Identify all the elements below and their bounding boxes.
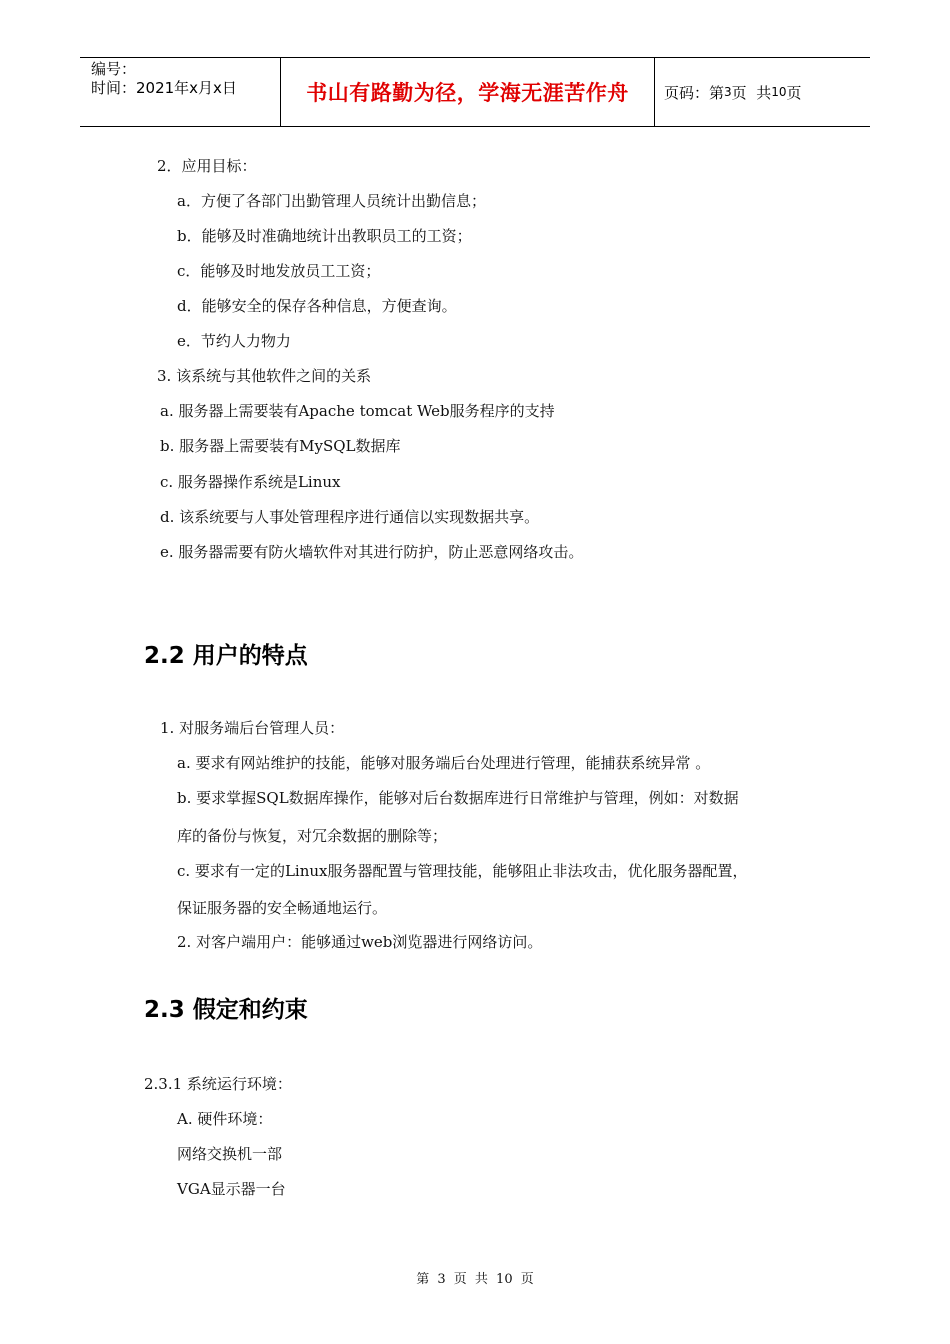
body-line: 2.3.1 系统运行环境： <box>144 1075 292 1093</box>
body-line: a. 要求有网站维护的技能，能够对服务端后台处理进行管理，能捕获系统异常 。 <box>177 754 711 772</box>
header-motto: 书山有路勤为径，学海无涯苦作舟 <box>281 58 655 126</box>
body-line: 2．应用目标： <box>157 157 257 175</box>
page-header <box>80 57 870 127</box>
body-line: c. 服务器操作系统是Linux <box>160 473 341 491</box>
body-line: 1. 对服务端后台管理人员： <box>160 719 345 737</box>
body-line: c. 要求有一定的Linux服务器配置与管理技能，能够阻止非法攻击，优化服务器配置， <box>177 862 748 880</box>
body-line: d．能够安全的保存各种信息，方便查询。 <box>177 297 457 315</box>
section-heading: 2.2 用户的特点 <box>144 643 308 669</box>
body-line: c．能够及时地发放员工工资； <box>177 262 381 280</box>
document-number-label: 编号： <box>91 60 137 78</box>
body-line: A. 硬件环境： <box>177 1110 273 1128</box>
page-total: 10 <box>771 85 787 99</box>
body-line: b. 服务器上需要装有MySQL数据库 <box>160 437 401 455</box>
page-suffix: 页 <box>786 83 802 102</box>
body-line: 3. 该系统与其他软件之间的关系 <box>157 367 372 385</box>
page-prefix: 页码：第 <box>664 83 725 102</box>
body-line: e. 服务器需要有防火墙软件对其进行防护，防止恶意网络攻击。 <box>160 543 584 561</box>
body-line: a．方便了各部门出勤管理人员统计出勤信息； <box>177 192 486 210</box>
header-page-indicator <box>655 58 870 126</box>
body-line: 库的备份与恢复，对冗余数据的删除等； <box>177 827 448 845</box>
body-line: a. 服务器上需要装有Apache tomcat Web服务程序的支持 <box>160 402 555 420</box>
body-line: 保证服务器的安全畅通地运行。 <box>177 899 388 917</box>
document-date-label: 时间：2021年x月x日 <box>91 79 237 97</box>
body-line: b. 要求掌握SQL数据库操作，能够对后台数据库进行日常维护与管理，例如：对数据 <box>177 789 739 807</box>
page-footer: 第 3 页 共 10 页 <box>416 1272 534 1287</box>
section-heading: 2.3 假定和约束 <box>144 997 308 1023</box>
body-line: d. 该系统要与人事处管理程序进行通信以实现数据共享。 <box>160 508 540 526</box>
header-info-cell <box>80 58 281 126</box>
page-mid: 页 共 <box>731 83 772 102</box>
body-line: VGA显示器一台 <box>177 1180 286 1198</box>
body-line: e．节约人力物力 <box>177 332 291 350</box>
body-line: b．能够及时准确地统计出教职员工的工资； <box>177 227 472 245</box>
body-line: 2. 对客户端用户：能够通过web浏览器进行网络访问。 <box>177 933 543 951</box>
body-line: 网络交换机一部 <box>177 1145 283 1163</box>
page-current: 3 <box>724 85 732 99</box>
